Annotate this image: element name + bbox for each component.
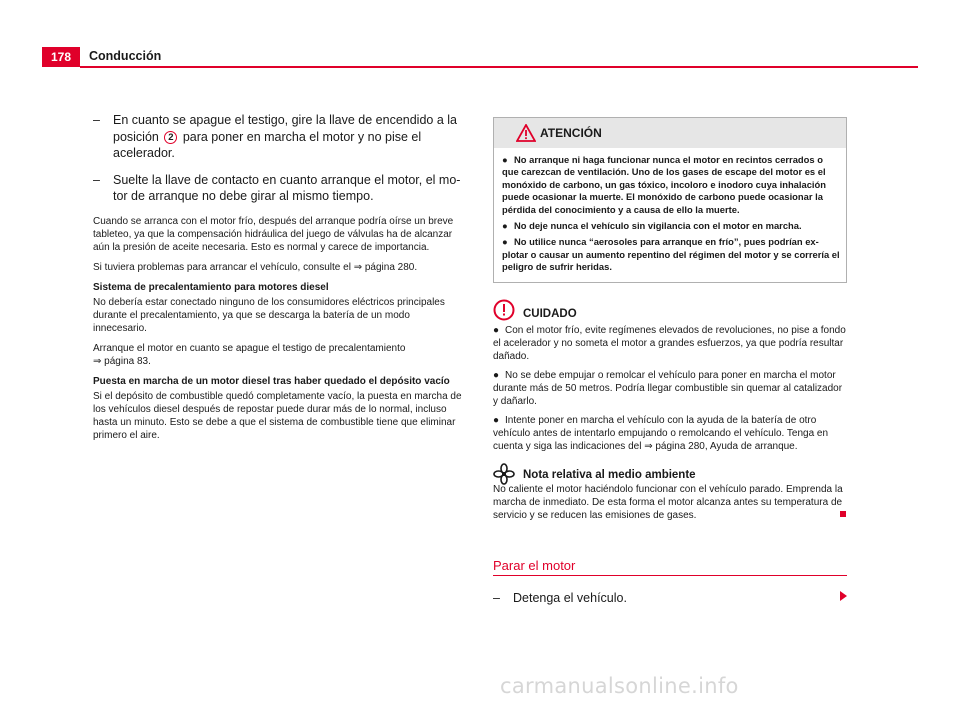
- warning-item-text: No arranque ni haga funcionar nunca el motor en recintos cerrados o que carezcan de ventilación. Uno de los gases de escape del motor es el monóxido de carbono, un gas tóxico, incoloro e inodoro cuya inhalación puede ocasionar la muerte. El monóxido de carbono puede ocasionar la pérdida del conocimiento y a causa de ello la muerte.: [502, 154, 826, 215]
- warning-item: [502, 236, 840, 273]
- subheading: Puesta en marcha de un motor diesel tras haber quedado el depósito vacío: [93, 375, 450, 387]
- text: .: [414, 261, 418, 273]
- step-text: Detenga el vehículo.: [513, 591, 627, 605]
- section-end-marker: [840, 511, 846, 517]
- text: .: [148, 355, 151, 367]
- page-link[interactable]: ⇒ página 280: [353, 261, 415, 273]
- paragraph: [93, 342, 463, 368]
- step-item: [93, 112, 463, 162]
- step-number-circle: 2: [164, 131, 177, 144]
- section-rule: [493, 575, 847, 576]
- bullet: ●: [493, 324, 500, 336]
- subheading: Sistema de precalentamiento para motores diesel: [93, 281, 329, 293]
- environment-flower-icon: [493, 463, 515, 490]
- warning-triangle-icon: [516, 124, 536, 147]
- warning-item: [502, 154, 840, 216]
- bullet: ●: [493, 414, 500, 426]
- header-rule: [80, 66, 918, 68]
- bullet: ●: [502, 154, 508, 165]
- step-text: Suelte la llave de contacto en cuanto arranque el motor, el motor de arranque no debe girar al mismo tiempo.: [113, 172, 461, 203]
- caution-section: [493, 299, 847, 453]
- environment-note: [493, 463, 847, 522]
- bullet: ●: [493, 369, 500, 381]
- paragraph: No debería estar conectado ninguno de los consumidores eléctricos principales durante el precalentamiento, ya que se descarga la batería de un modo innecesario.: [93, 296, 445, 334]
- environment-title: Nota relativa al medio ambiente: [523, 468, 696, 481]
- text: Si tuviera problemas para arrancar el vehículo, consulte el: [93, 261, 354, 273]
- step-item: [493, 590, 627, 606]
- caution-item: [493, 369, 847, 408]
- step-text-before: En cuanto se apague el testigo, gire la llave de encendido a la posición: [113, 113, 457, 144]
- bullet: ●: [502, 220, 508, 232]
- caution-item-text: , Ayuda de arranque.: [704, 440, 798, 452]
- left-column: [93, 112, 463, 449]
- text: Arranque el motor en cuanto se apague el testigo de precalentamiento: [93, 342, 406, 354]
- bullet: ●: [502, 236, 508, 248]
- warning-header: [494, 118, 846, 148]
- caution-item-text: Intente poner en marcha el vehículo con la ayuda de la batería de otro vehículo antes de intentarlo empujando o remolcando el vehículo. Tenga en cuenta y siga las indicaciones del: [493, 414, 829, 452]
- dash-marker: –: [493, 591, 500, 605]
- chapter-title: Conducción: [89, 49, 162, 63]
- page-number: 178: [42, 47, 80, 67]
- caution-item-text: No se debe empujar o remolcar el vehículo para poner en marcha el motor durante más de 50 metros. Podría llegar combustible sin quemar al catalizador y dañarlo.: [493, 369, 843, 407]
- caution-title: CUIDADO: [523, 307, 577, 320]
- section-heading: Parar el motor: [493, 558, 576, 573]
- page-link[interactable]: ⇒ página 83: [93, 355, 149, 367]
- dash-marker: –: [93, 172, 100, 187]
- dash-marker: –: [93, 113, 100, 127]
- caution-item: [493, 324, 847, 363]
- watermark-text: carmanualsonline.info: [500, 674, 739, 698]
- caution-item: [493, 414, 847, 453]
- caution-exclamation-icon: [493, 299, 515, 326]
- step-item: [93, 172, 463, 205]
- caution-item-text: Con el motor frío, evite regímenes elevados de revoluciones, no pise a fondo el acelerador y no someta el motor a grandes esfuerzos, ya que podría resultar dañado.: [493, 324, 846, 362]
- environment-text: No caliente el motor haciéndolo funcionar con el vehículo parado. Emprenda la marcha de inmediato. De esta forma el motor alcanza antes su temperatura de servicio y se reducen las emisiones de gases.: [493, 483, 843, 521]
- warning-title: ATENCIÓN: [540, 126, 602, 140]
- warning-box: [493, 117, 847, 283]
- right-column: [493, 117, 847, 522]
- paragraph: Cuando se arranca con el motor frío, después del arranque podría oírse un breve tableteo, ya que la compensación hidráulica del juego de válvulas ha de alcanzar aún la presión de aceite necesaria. Esto es normal y carece de importancia.: [93, 215, 454, 253]
- step-text-after: para poner en marcha el motor y no pise el acelerador.: [113, 129, 422, 160]
- warning-item-text: No deje nunca el vehículo sin vigilancia con el motor en marcha.: [514, 220, 802, 232]
- warning-item-text: No utilice nunca “aerosoles para arranque en frío”, pues podrían explotar o causar un aumento repentino del régimen del motor y se correría el peligro de sufrir heridas.: [502, 236, 840, 273]
- warning-item: [502, 220, 840, 232]
- paragraph: [93, 261, 463, 274]
- warning-body: [494, 148, 846, 282]
- next-page-arrow-icon: [840, 591, 847, 601]
- page-link[interactable]: ⇒ página 280: [644, 440, 705, 452]
- paragraph: Si el depósito de combustible quedó completamente vacío, la puesta en marcha de los vehículos diesel después de repostar puede durar más de lo normal, incluso hasta un minuto. Esto se debe a que el sistema de combustible tiene que eliminar primero el aire.: [93, 390, 462, 441]
